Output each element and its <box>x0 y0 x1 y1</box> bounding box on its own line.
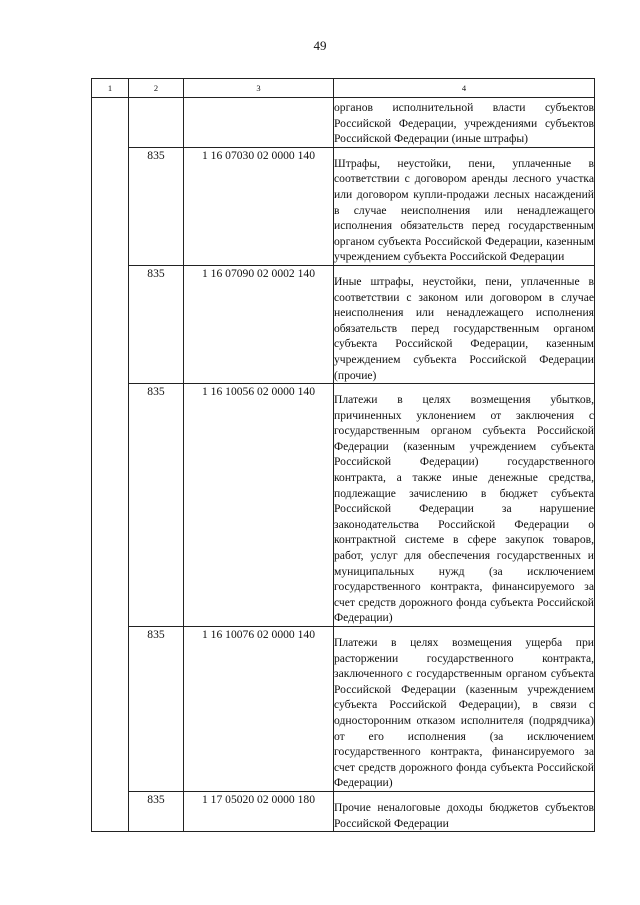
admin-code-cell: 835 <box>129 384 184 627</box>
header-col-2: 2 <box>129 79 184 98</box>
table-header-row <box>92 79 595 98</box>
admin-code-cell <box>129 98 184 148</box>
table-row <box>92 265 595 383</box>
revenue-description-cell: Штрафы, неустойки, пени, уплаченные в соответствии с договором аренды лесного участка или договором купли-продажи лесных насаждений в случае неисполнения или ненадлежащего исполнения обязательств перед государственным органом субъекта Российской Федерации, казенным учреждением субъекта Российской Федерации <box>334 147 595 265</box>
revenue-description-cell: Прочие неналоговые доходы бюджетов субъектов Российской Федерации <box>334 791 595 831</box>
table-row <box>92 384 595 627</box>
page-number: 49 <box>313 38 327 53</box>
revenue-description-cell: Платежи в целях возмещения ущерба при расторжении государственного контракта, заключенного с государственным органом субъекта Российской Федерации (казенным учреждением субъекта Российской Федерации), в связи с односторонним отказом исполнителя (подрядчика) от его исполнения (за исключением государственного контракта, финансируемого за счет средств дорожного фонда субъекта Российской Федерации) <box>334 627 595 792</box>
table-row <box>92 147 595 265</box>
col-1-cell <box>92 98 129 832</box>
revenue-code-cell <box>184 98 334 148</box>
revenue-description-cell: органов исполнительной власти субъектов Российской Федерации, учреждениями субъектов Российской Федерации (иные штрафы) <box>334 98 595 148</box>
revenue-codes-table <box>91 78 595 832</box>
revenue-code-cell: 1 16 10076 02 0000 140 <box>184 627 334 792</box>
revenue-description-cell: Платежи в целях возмещения убытков, причиненных уклонением от заключения с государственным органом субъекта Российской Федерации (казенным учреждением субъекта Российской Федерации) государственного контракта, а также иные денежные средства, подлежащие зачислению в бюджет субъекта Российской Федерации за нарушение законодательства Российской Федерации о контрактной системе в сфере закупок товаров, работ, услуг для обеспечения государственных и муниципальных нужд (за исключением государственного контракта, финансируемого за счет средств дорожного фонда субъекта Российской Федерации) <box>334 384 595 627</box>
admin-code-cell: 835 <box>129 147 184 265</box>
header-col-1: 1 <box>92 79 129 98</box>
table-row <box>92 627 595 792</box>
revenue-description-cell: Иные штрафы, неустойки, пени, уплаченные в соответствии с законом или договором в случае неисполнения или ненадлежащего исполнения обязательств перед государственным органом субъекта Российской Федерации, казенным учреждением субъекта Российской Федерации (прочие) <box>334 265 595 383</box>
revenue-code-cell: 1 16 10056 02 0000 140 <box>184 384 334 627</box>
header-col-3: 3 <box>184 79 334 98</box>
admin-code-cell: 835 <box>129 265 184 383</box>
table-row <box>92 98 595 148</box>
admin-code-cell: 835 <box>129 627 184 792</box>
table-row <box>92 791 595 831</box>
revenue-code-cell: 1 17 05020 02 0000 180 <box>184 791 334 831</box>
revenue-code-cell: 1 16 07030 02 0000 140 <box>184 147 334 265</box>
revenue-code-cell: 1 16 07090 02 0002 140 <box>184 265 334 383</box>
header-col-4: 4 <box>334 79 595 98</box>
admin-code-cell: 835 <box>129 791 184 831</box>
